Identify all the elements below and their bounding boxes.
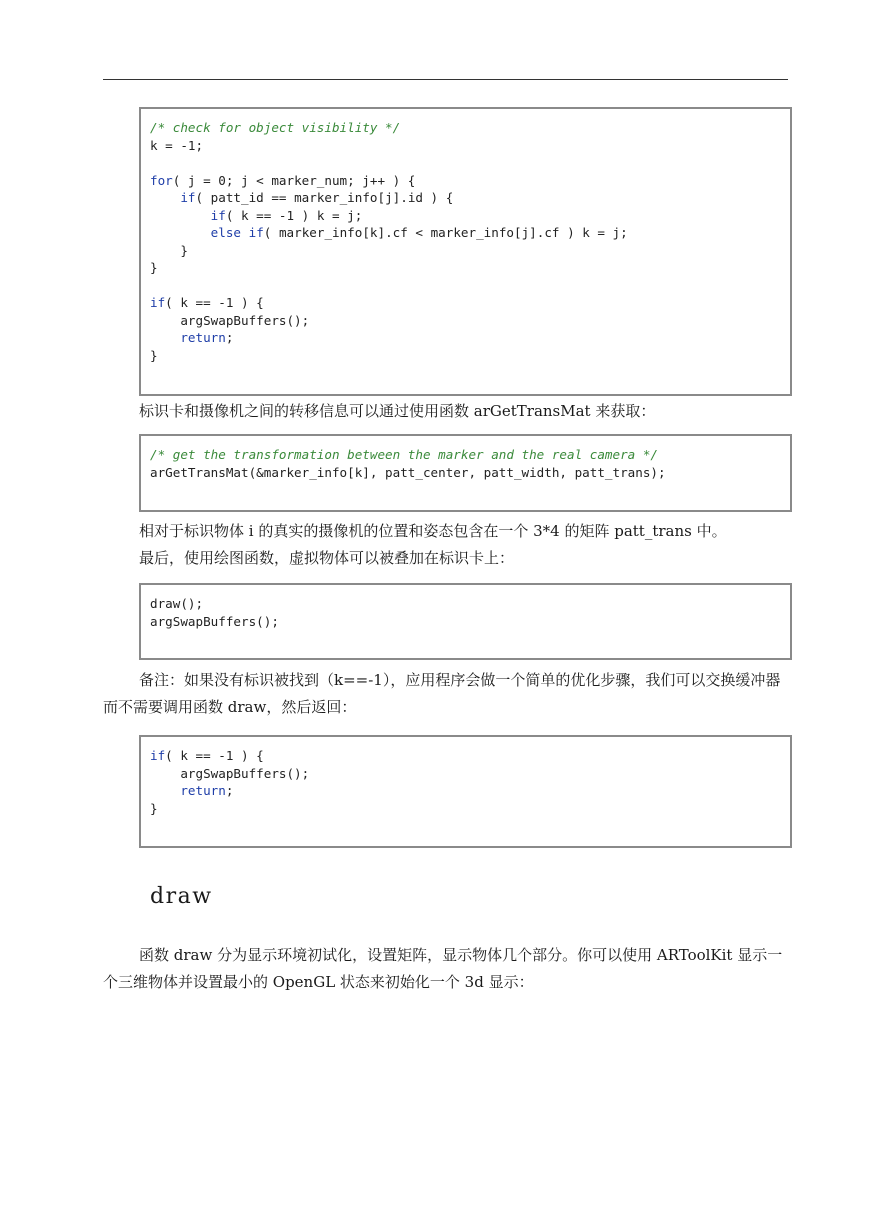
paragraph-patt-trans: 相对于标识物体 i 的真实的摄像机的位置和姿态包含在一个 3*4 的矩阵 patt_trans 中。 (139, 522, 727, 540)
section-title-draw: draw (150, 884, 213, 909)
code-comment: /* get the transformation between the marker and the real camera */ (150, 447, 658, 462)
code-body: arGetTransMat(&marker_info[k], patt_center, patt_width, patt_trans); (150, 464, 666, 480)
code-body: if( k == -1 ) { argSwapBuffers(); return; } (150, 748, 310, 816)
paragraph-draw-intro: 最后，使用绘图函数，虚拟物体可以被叠加在标识卡上： (139, 549, 515, 567)
code-block-visibility-check (139, 107, 792, 396)
code-body: k = -1; for( j = 0; j < marker_num; j++ ) { if( patt_id == marker_info[j].id ) { if( k == -1 ) k = j; else if( marker_info[k].cf < marker_info[j].cf ) k = j; } } if( k == -1 ) { argSwapBuffers(); return; } (150, 137, 628, 363)
header-rule (103, 79, 788, 80)
code-body: draw(); argSwapBuffers(); (150, 596, 279, 629)
paragraph-note: 备注：如果没有标识被找到（k==-1），应用程序会做一个简单的优化步骤，我们可以交换缓冲器而不需要调用函数 draw，然后返回： (103, 671, 781, 716)
code-block-early-return (139, 735, 792, 848)
code-block-draw-call (139, 583, 792, 660)
paragraph-draw-function: 函数 draw 分为显示环境初试化，设置矩阵，显示物体几个部分。你可以使用 ARToolKit 显示一个三维物体并设置最小的 OpenGL 状态来初始化一个 3d 显示： (103, 946, 783, 991)
code-block-get-transmat (139, 434, 792, 512)
code-comment: /* check for object visibility */ (150, 120, 401, 135)
paragraph-transmat-intro: 标识卡和摄像机之间的转移信息可以通过使用函数 arGetTransMat 来获取： (139, 402, 656, 420)
